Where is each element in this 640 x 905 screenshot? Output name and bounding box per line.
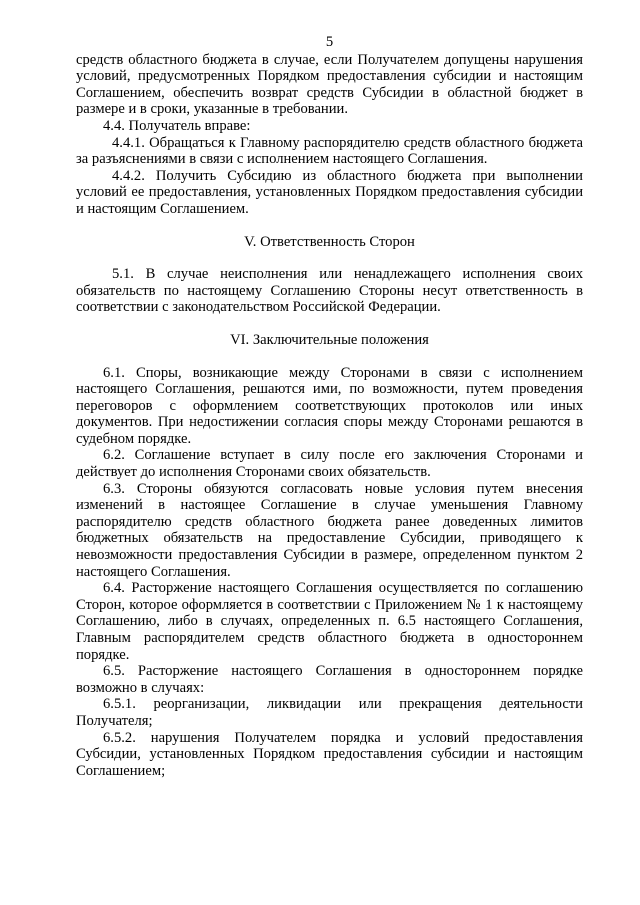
- paragraph: 6.5. Расторжение настоящего Соглашения в одностороннем порядке возможно в случаях:: [76, 663, 583, 696]
- paragraph: 6.3. Стороны обязуются согласовать новые условия путем внесения изменений в настоящее Соглашение в случае уменьшения Главному распорядителю средств областного бюджета ранее доведенных лимитов бюджетных обязательств на предоставление Субсидии, приводящего к невозможности предоставления Субсидии в размере, определенном пунктом 2 настоящего Соглашения.: [76, 480, 583, 580]
- page-number: 5: [325, 34, 334, 50]
- paragraph: 6.4. Расторжение настоящего Соглашения осуществляется по соглашению Сторон, которое оформляется в соответствии с Приложением № 1 к настоящему Соглашению, либо в случаях, определенных п. 6.5 настоящего Соглашения, Главным распорядителем средств областного бюджета в одностороннем порядке.: [76, 580, 583, 663]
- paragraph: 6.5.2. нарушения Получателем порядка и условий предоставления Субсидии, установленных Порядком предоставления субсидии и настоящим Соглашением;: [76, 729, 583, 779]
- document-body: [76, 52, 583, 780]
- paragraph: средств областного бюджета в случае, если Получателем допущены нарушения условий, предусмотренных Порядком предоставления субсидии и настоящим Соглашением, обеспечить возврат средств Субсидии в областной бюджет в размере и в сроки, указанные в требовании.: [76, 51, 583, 118]
- paragraph: 4.4.1. Обращаться к Главному распорядителю средств областного бюджета за разъяснениями в связи с исполнением настоящего Соглашения.: [76, 134, 583, 168]
- paragraph: 6.1. Споры, возникающие между Сторонами в связи с исполнением настоящего Соглашения, решаются ими, по возможности, путем проведения переговоров с оформлением соответствующих протоколов или иных документов. При недостижении согласия споры между Сторонами решаются в судебном порядке.: [76, 364, 583, 447]
- section-heading: V. Ответственность Сторон: [244, 233, 415, 250]
- paragraph: 6.5.1. реорганизации, ликвидации или прекращения деятельности Получателя;: [76, 696, 583, 729]
- paragraph: 5.1. В случае неисполнения или ненадлежащего исполнения своих обязательств по настоящему Соглашению Стороны несут ответственность в соответствии с законодательством Российской Федерации.: [76, 266, 583, 316]
- paragraph: 6.2. Соглашение вступает в силу после его заключения Сторонами и действует до исполнения Сторонами своих обязательств.: [76, 447, 583, 481]
- paragraph: 4.4.2. Получить Субсидию из областного бюджета при выполнении условий ее предоставления, установленных Порядком предоставления субсидии и настоящим Соглашением.: [76, 167, 583, 217]
- paragraph: 4.4. Получатель вправе:: [103, 117, 251, 134]
- section-heading: VI. Заключительные положения: [230, 331, 429, 348]
